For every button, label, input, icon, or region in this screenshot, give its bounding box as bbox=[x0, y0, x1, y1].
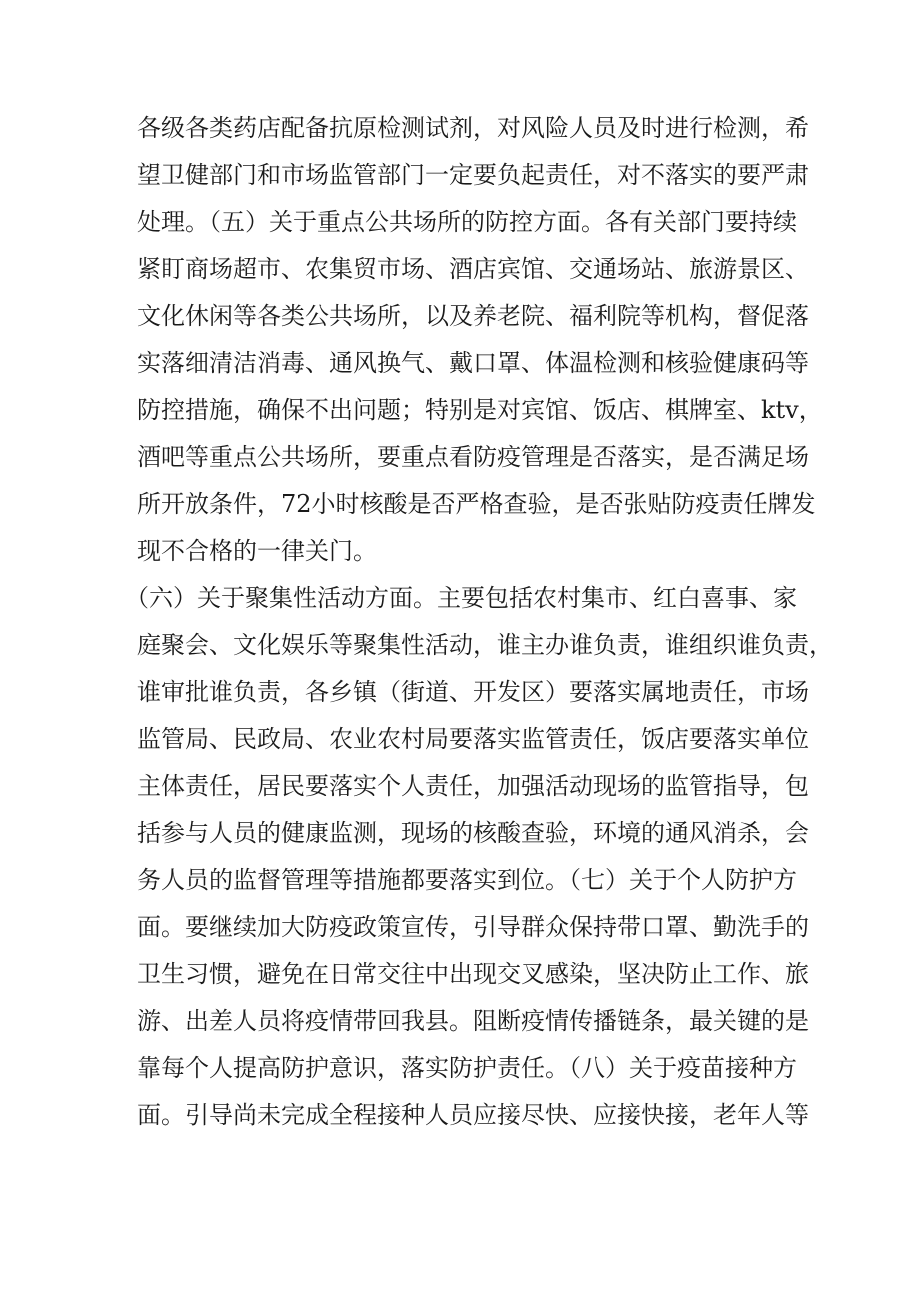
text-line-14: 监管局、民政局、农业农村局要落实监管责任，饭店要落实单位 bbox=[137, 725, 809, 753]
text-line-12: 庭聚会、文化娱乐等聚集性活动，谁主办谁负责，谁组织谁负责， bbox=[137, 631, 833, 659]
text-line-22: 面。引导尚未完成全程接种人员应接尽快、应接快接，老年人等 bbox=[137, 1101, 809, 1129]
text-line-3: 处理。（五）关于重点公共场所的防控方面。各有关部门要持续 bbox=[137, 208, 797, 236]
text-line-19: 卫生习惯，避免在日常交往中出现交叉感染，坚决防止工作、旅 bbox=[137, 960, 809, 988]
text-line-7: 防控措施，确保不出问题；特别是对宾馆、饭店、棋牌室、ktv， bbox=[137, 396, 823, 424]
text-line-21: 靠每个人提高防护意识，落实防护责任。（八）关于疫苗接种方 bbox=[137, 1054, 797, 1082]
text-line-10: 现不合格的一律关门。 bbox=[137, 537, 377, 565]
text-line-8: 酒吧等重点公共场所，要重点看防疫管理是否落实，是否满足场 bbox=[137, 443, 809, 471]
text-line-13: 谁审批谁负责，各乡镇（街道、开发区）要落实属地责任，市场 bbox=[137, 678, 809, 706]
text-line-1: 各级各类药店配备抗原检测试剂，对风险人员及时进行检测，希 bbox=[137, 114, 809, 142]
text-line-17: 务人员的监督管理等措施都要落实到位。（七）关于个人防护方 bbox=[137, 866, 797, 894]
text-line-11: （六）关于聚集性活动方面。主要包括农村集市、红白喜事、家 bbox=[125, 584, 797, 612]
text-line-4: 紧盯商场超市、农集贸市场、酒店宾馆、交通场站、旅游景区、 bbox=[137, 255, 809, 283]
text-line-16: 括参与人员的健康监测，现场的核酸查验，环境的通风消杀，会 bbox=[137, 819, 809, 847]
text-line-2: 望卫健部门和市场监管部门一定要负起责任，对不落实的要严肃 bbox=[137, 161, 809, 189]
text-line-20: 游、出差人员将疫情带回我县。阻断疫情传播链条，最关键的是 bbox=[137, 1007, 809, 1035]
text-line-15: 主体责任，居民要落实个人责任，加强活动现场的监管指导，包 bbox=[137, 772, 809, 800]
text-line-9: 所开放条件，72小时核酸是否严格查验，是否张贴防疫责任牌发 bbox=[137, 490, 816, 518]
text-line-5: 文化休闲等各类公共场所，以及养老院、福利院等机构，督促落 bbox=[137, 302, 809, 330]
text-line-18: 面。要继续加大防疫政策宣传，引导群众保持带口罩、勤洗手的 bbox=[137, 913, 809, 941]
text-line-6: 实落细清洁消毒、通风换气、戴口罩、体温检测和核验健康码等 bbox=[137, 349, 809, 377]
